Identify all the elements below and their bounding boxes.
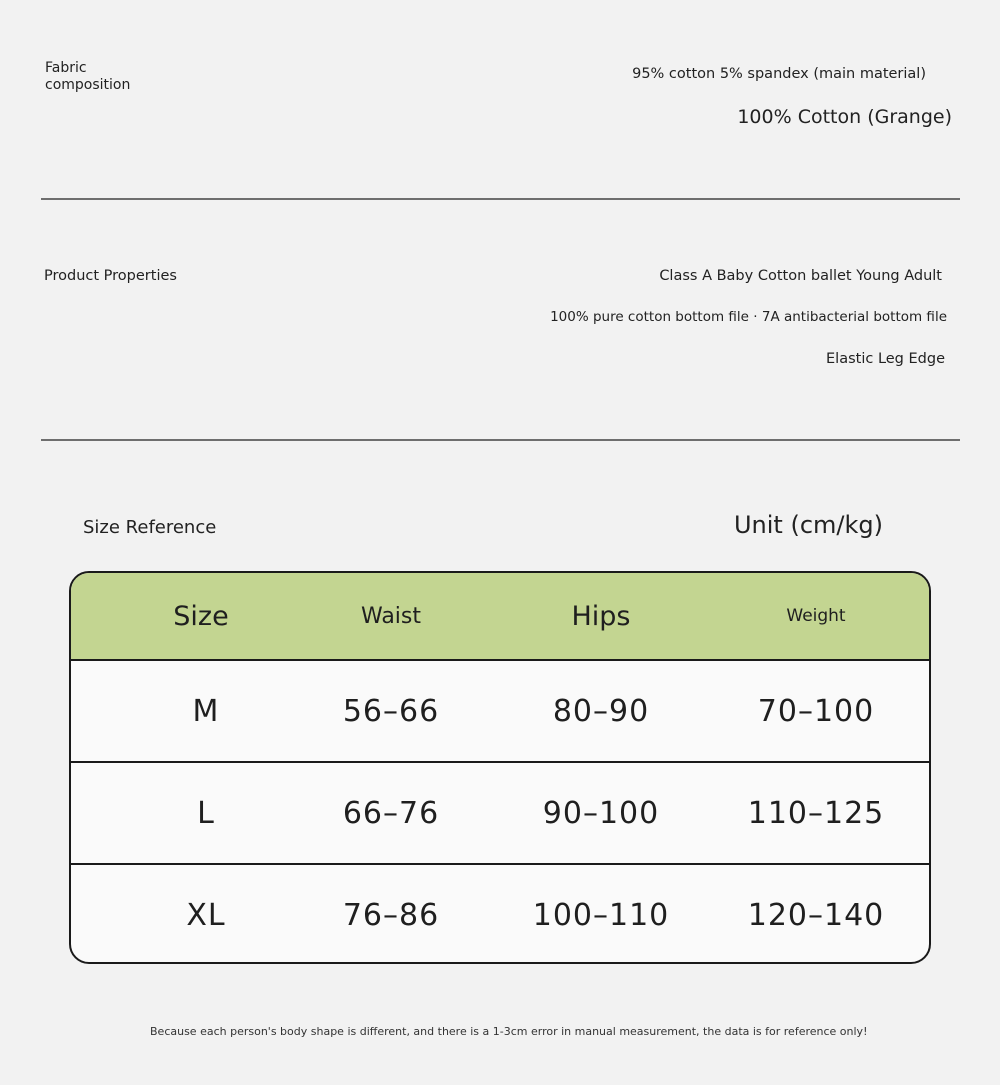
cell-waist: 76–86 [342, 897, 440, 933]
cell-weight: 120–140 [747, 897, 885, 933]
product-property-2: 100% pure cotton bottom file · 7A antibacterial bottom file [550, 309, 947, 325]
table-row [71, 865, 929, 964]
unit-label: Unit (cm/kg) [733, 511, 883, 539]
product-property-3: Elastic Leg Edge [826, 351, 945, 367]
product-property-1: Class A Baby Cotton ballet Young Adult [659, 268, 942, 284]
section-divider [41, 198, 960, 200]
fabric-composition-label: Fabric composition [45, 60, 131, 93]
size-reference-label: Size Reference [83, 517, 217, 538]
size-table [69, 571, 931, 964]
cell-hips: 90–100 [542, 795, 660, 831]
cell-size: M [192, 693, 220, 729]
cell-waist: 66–76 [342, 795, 440, 831]
table-row [71, 763, 929, 865]
header-waist: Waist [360, 603, 422, 629]
header-hips: Hips [571, 600, 631, 632]
section-divider [41, 439, 960, 441]
disclaimer-note: Because each person's body shape is different, and there is a 1-3cm error in manual measurement, the data is for reference only! [150, 1025, 868, 1038]
cell-size: L [197, 795, 215, 831]
product-properties-label: Product Properties [44, 268, 177, 284]
cell-size: XL [186, 897, 226, 933]
cell-hips: 100–110 [532, 897, 670, 933]
header-weight: Weight [786, 606, 846, 626]
table-header-row [71, 573, 929, 661]
fabric-composition-main: 95% cotton 5% spandex (main material) [632, 66, 926, 82]
cell-weight: 110–125 [747, 795, 885, 831]
fabric-composition-gusset: 100% Cotton (Grange) [737, 106, 952, 128]
table-row [71, 661, 929, 763]
cell-hips: 80–90 [552, 693, 650, 729]
cell-weight: 70–100 [757, 693, 875, 729]
header-size: Size [173, 600, 229, 632]
cell-waist: 56–66 [342, 693, 440, 729]
